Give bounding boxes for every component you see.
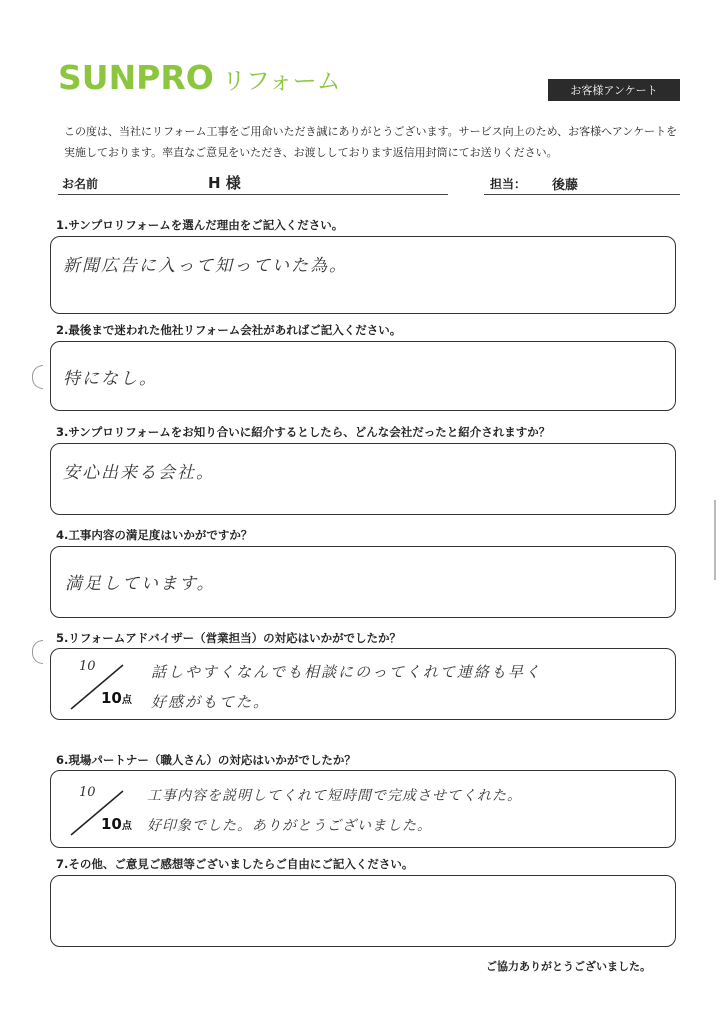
question-5-answer-box [50,648,676,720]
question-6-answer-box [50,770,676,848]
customer-name-field [58,172,448,195]
question-2-title: 2.最後まで迷われた他社リフォーム会社があればご記入ください。 [56,323,402,337]
staff-field [484,172,680,195]
question-3-title: 3.サンプロリフォームをお知り合いに紹介するとしたら、どんな会社だったと紹介されますか？ [56,425,551,439]
logo-subtitle: リフォーム [221,67,341,95]
question-3-answer: 安心出来る会社。 [63,463,215,483]
question-2-answer: 特になし。 [63,369,158,389]
question-6-answer-line-1: 工事内容を説明してくれて短時間で完成させてくれた。 [147,788,522,804]
question-5-title: 5.リフォームアドバイザー（営業担当）の対応はいかがでしたか？ [56,631,402,645]
intro-text: この度は、当社にリフォーム工事をご用命いただき誠にありがとうございます。サービス向上のため、お客様へアンケートを実施しております。率直なご意見をいただき、お渡ししております返信用封筒にてお送りください。 [64,125,678,159]
question-7-title: 7.その他、ご意見ご感想等ございましたらご自由にご記入ください。 [56,857,414,871]
score-value: 10点 [101,689,132,707]
question-6-answer-line-2: 好印象でした。ありがとうございました。 [147,818,432,834]
score-handwritten: 10 [79,659,96,674]
question-1-answer-box [50,236,676,314]
question-1-title: 1.サンプロリフォームを選んだ理由をご記入ください。 [56,218,344,232]
question-6-title: 6.現場パートナー（職人さん）の対応はいかがでしたか？ [56,753,356,767]
question-6-score [67,783,137,837]
staff-label: 担当： [490,177,527,191]
question-4-title: 4.工事内容の満足度はいかがですか？ [56,528,253,542]
question-4-answer: 満足しています。 [65,574,216,594]
question-5-answer-line-1: 話しやすくなんでも相談にのってくれて連絡も早く [151,663,542,681]
score-handwritten: 10 [79,785,96,800]
question-5-answer-line-2: 好感がもてた。 [151,693,271,711]
question-2-answer-box [50,341,676,411]
name-label: お名前 [62,177,99,191]
name-value: H 様 [208,174,241,192]
punch-hole [32,365,43,389]
question-1-answer: 新聞広告に入って知っていた為。 [63,256,348,276]
closing-text: ご協力ありがとうございました。 [486,960,651,973]
logo-brand: SUNPRO [58,58,214,97]
question-7-answer-box [50,875,676,947]
punch-hole [32,640,43,664]
survey-badge: お客様アンケート [548,79,680,101]
sunpro-logo [58,58,341,97]
staff-value: 後藤 [552,178,579,193]
question-4-answer-box [50,546,676,618]
question-3-answer-box [50,443,676,515]
scan-edge [714,500,716,580]
question-5-score [67,657,137,711]
score-value: 10点 [101,815,132,833]
